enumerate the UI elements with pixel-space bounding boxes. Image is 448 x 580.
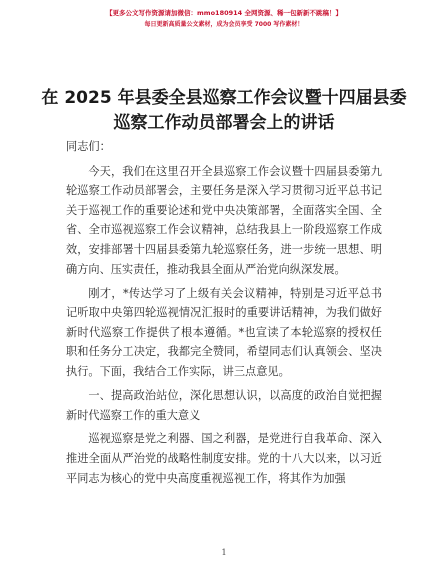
promo-line-1: 【更多公文写作资源请加微信：mmo180914 全网资源、稀一包新新不跳稿！】 xyxy=(106,9,342,17)
promo-line-2: 每日更新高质量公文素材，成为会员享受 7000 写作素材！ xyxy=(144,21,304,28)
title-line-2: 巡察工作动员部署会上的讲话 xyxy=(113,113,335,133)
document-body xyxy=(66,137,382,493)
document-title xyxy=(0,86,448,136)
title-line-1: 在 2025 年县委全县巡察工作会议暨十四届县委 xyxy=(41,88,407,108)
section-heading-1: 一、提高政治站位，深化思想认识，以高度的政治自觉把握新时代巡察工作的重大意义 xyxy=(66,388,382,422)
paragraph-3: 巡视巡察是党之利器、国之利器，是党进行自我革命、深入推进全面从严治党的战略性制度安排。党的十八大以来，以习近平同志为核心的党中央高度重视巡视工作，将其作为加强 xyxy=(66,432,382,485)
paragraph-2: 刚才，*传达学习了上级有关会议精神，特别是习近平总书记听取中央第四轮巡视情况汇报时的重要讲话精神，为我们做好新时代巡察工作提供了根本遵循。*也宣读了本轮巡察的授权任职和任务分工决定，我都完全赞同，希望同志们认真领会、坚决执行。下面，我结合工作实际，讲三点意见。 xyxy=(66,286,382,378)
page-number: 1 xyxy=(221,548,227,557)
paragraph-1: 今天，我们在这里召开全县巡察工作会议暨十四届县委第九轮巡察工作动员部署会，主要任务是深入学习贯彻习近平总书记关于巡视工作的重要论述和党中央决策部署，全面落实全国、全省、全市巡视巡察工作会议精神，总结我县上一阶段巡察工作成效，安排部署十四届县委第九轮巡察任务，进一步统一思想、明确方向、压实责任，推动我县全面从严治党向纵深发展。 xyxy=(66,164,382,276)
greeting: 同志们： xyxy=(66,140,111,153)
promo-banner xyxy=(0,8,448,30)
